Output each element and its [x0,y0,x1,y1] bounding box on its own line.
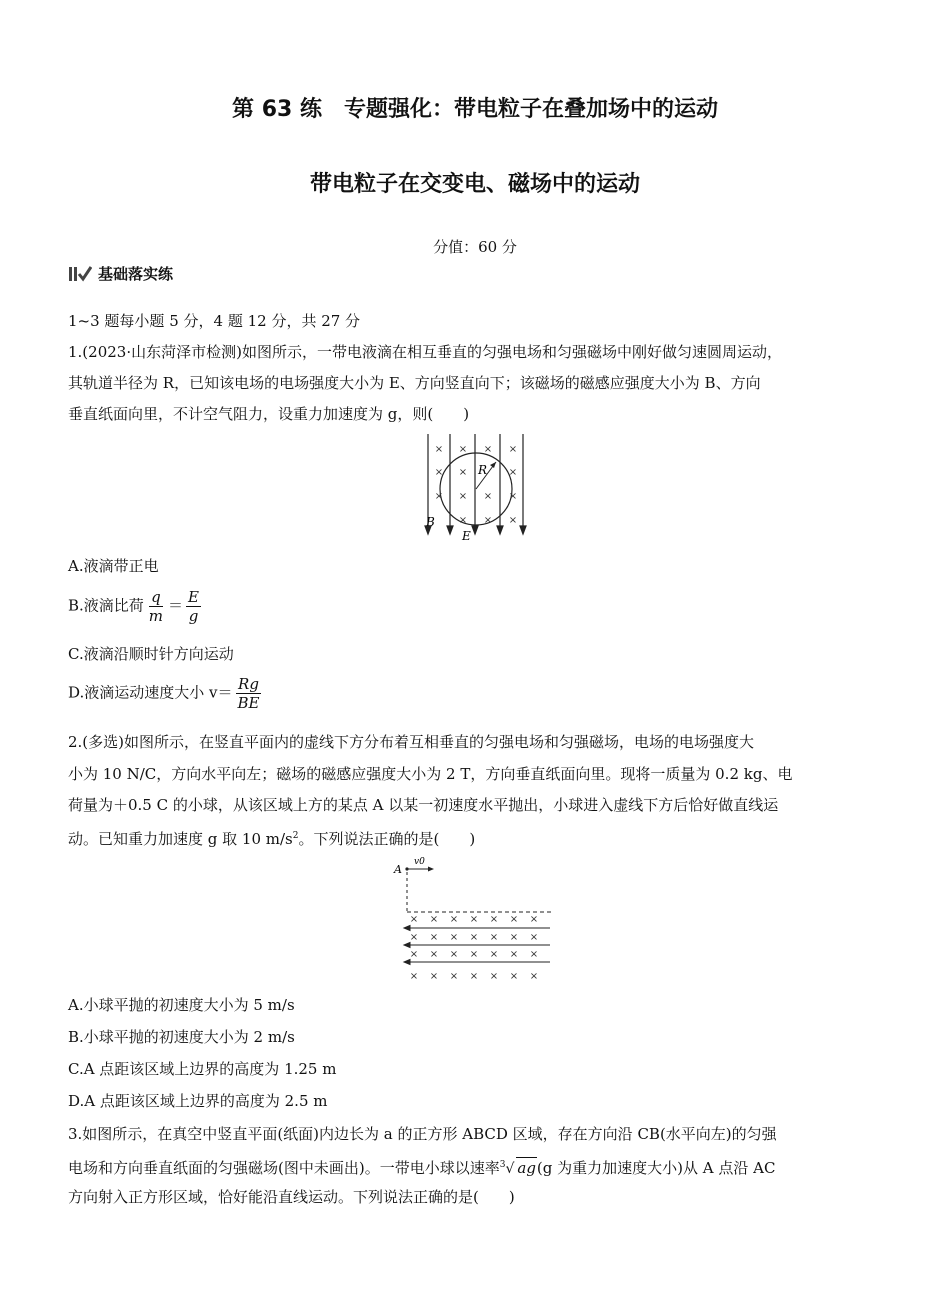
q2-line-4-tail: 。下列说法正确的是( ) [298,830,476,848]
svg-text:×: × [508,444,518,455]
q2-option-d: D.A 点距该区域上边界的高度为 2.5 m [68,1092,328,1110]
q3-line-1: 3.如图所示，在真空中竖直平面(纸面)内边长为 a 的正方形 ABCD 区域，存在方向沿 CB(水平向左)的匀强 [68,1125,777,1143]
svg-text:×: × [489,914,499,925]
svg-text:×: × [449,914,459,925]
q1-line-1: 1.(2023·山东菏泽市检测)如图所示，一带电液滴在相互垂直的匀强电场和匀强磁场中刚好做匀速圆周运动， [68,343,782,361]
q2-line-2: 小为 10 N/C，方向水平向左；磁场的磁感应强度大小为 2 T，方向垂直纸面向里。现将一质量为 0.2 kg、电 [68,765,793,783]
svg-text:×: × [469,914,479,925]
frac-denominator: BE [237,694,260,712]
q1-fig-label-r: R [478,463,488,477]
frac-numerator: Rg [238,675,259,693]
svg-text:×: × [483,515,493,526]
svg-text:×: × [489,932,499,943]
root-radicand: ag [517,1159,536,1177]
q2-fig-label-v0: v0 [414,857,425,867]
svg-text:×: × [483,444,493,455]
q1-option-d-fraction [236,675,262,712]
frac-denominator: m [148,607,164,625]
section-checklist-icon [68,265,92,283]
svg-text:×: × [469,949,479,960]
svg-text:×: × [434,444,444,455]
q1-option-b-fraction-2 [186,588,201,625]
q1-option-a: A.液滴带正电 [68,557,159,575]
svg-text:×: × [429,971,439,982]
svg-text:×: × [434,491,444,502]
page-subtitle: 带电粒子在交变电、磁场中的运动 [309,172,640,197]
equals-sign: ＝ [168,596,184,615]
svg-text:×: × [434,467,444,478]
svg-text:×: × [509,971,519,982]
svg-text:×: × [509,932,519,943]
svg-text:×: × [458,491,468,502]
svg-text:×: × [449,949,459,960]
q1-line-3: 垂直纸面向里，不计空气阻力，设重力加速度为 g，则( ) [68,405,470,423]
q1-fig-label-e: E [462,529,471,542]
section-label: 基础落实练 [98,265,174,283]
svg-text:×: × [489,949,499,960]
svg-text:×: × [469,932,479,943]
q1-figure [420,432,532,542]
q2-option-a: A.小球平抛的初速度大小为 5 m/s [68,996,295,1014]
svg-text:×: × [429,932,439,943]
q2-line-3: 荷量为＋0.5 C 的小球，从该区域上方的某点 A 以某一初速度水平抛出，小球进入虚线下方后恰好做直线运 [68,796,779,814]
q2-figure [392,852,558,986]
svg-text:×: × [489,971,499,982]
svg-text:×: × [508,467,518,478]
q3-line-2-tail: (g 为重力加速度大小)从 A 点沿 AC [536,1159,776,1177]
q2-option-c: C.A 点距该区域上边界的高度为 1.25 m [68,1060,337,1078]
frac-denominator: g [188,607,199,625]
svg-text:×: × [508,515,518,526]
svg-text:×: × [529,971,539,982]
section-header [68,263,173,284]
svg-text:×: × [449,971,459,982]
score-intro: 1~3 题每小题 5 分，4 题 12 分，共 27 分 [68,312,361,330]
q2-line-4-text: 动。已知重力加速度 g 取 10 m/s [68,830,293,848]
q1-line-2: 其轨道半径为 R，已知该电场的电场强度大小为 E、方向竖直向下；该磁场的磁感应强度大小为 B、方向 [68,374,761,392]
q3-line-2 [68,1155,888,1179]
svg-text:×: × [458,515,468,526]
q1-option-c: C.液滴沿顺时针方向运动 [68,645,234,663]
page-title: 第 63 练 专题强化：带电粒子在叠加场中的运动 [232,97,718,122]
svg-text:×: × [409,971,419,982]
radical-sign-icon: √ [505,1161,515,1177]
q2-line-1: 2.(多选)如图所示，在竖直平面内的虚线下方分布着互相垂直的匀强电场和匀强磁场，电场的电场强度大 [68,733,755,751]
svg-text:×: × [449,932,459,943]
svg-text:×: × [509,949,519,960]
q1-fig-label-b: B [426,515,435,529]
svg-text:×: × [409,914,419,925]
score-line: 分值：60 分 [433,238,517,256]
q3-line-3: 方向射入正方形区域，恰好能沿直线运动。下列说法正确的是( ) [68,1188,515,1206]
superscript: 2 [292,831,299,841]
q1-option-b [68,588,204,625]
svg-text:×: × [483,491,493,502]
svg-text:×: × [458,467,468,478]
q1-option-d [68,675,265,712]
svg-text:×: × [529,932,539,943]
frac-numerator: q [151,588,161,606]
q1-option-d-text: D.液滴运动速度大小 v＝ [68,683,233,702]
q3-line-2-text: 电场和方向垂直纸面的匀强磁场(图中未画出)。一带电小球以速率 [68,1159,500,1177]
svg-text:×: × [509,914,519,925]
frac-numerator: E [188,588,199,606]
svg-text:×: × [429,914,439,925]
svg-text:×: × [469,971,479,982]
root-index: 3 [499,1160,506,1170]
q2-line-4 [68,826,888,849]
svg-text:×: × [508,491,518,502]
q2-fig-label-a: A [394,863,402,876]
q1-option-b-text: B.液滴比荷 [68,596,144,615]
svg-text:×: × [529,949,539,960]
svg-text:×: × [409,932,419,943]
svg-text:×: × [429,949,439,960]
q2-option-b: B.小球平抛的初速度大小为 2 m/s [68,1028,295,1046]
svg-text:×: × [529,914,539,925]
svg-text:×: × [409,949,419,960]
q1-option-b-fraction-1 [147,588,165,625]
svg-text:×: × [458,444,468,455]
